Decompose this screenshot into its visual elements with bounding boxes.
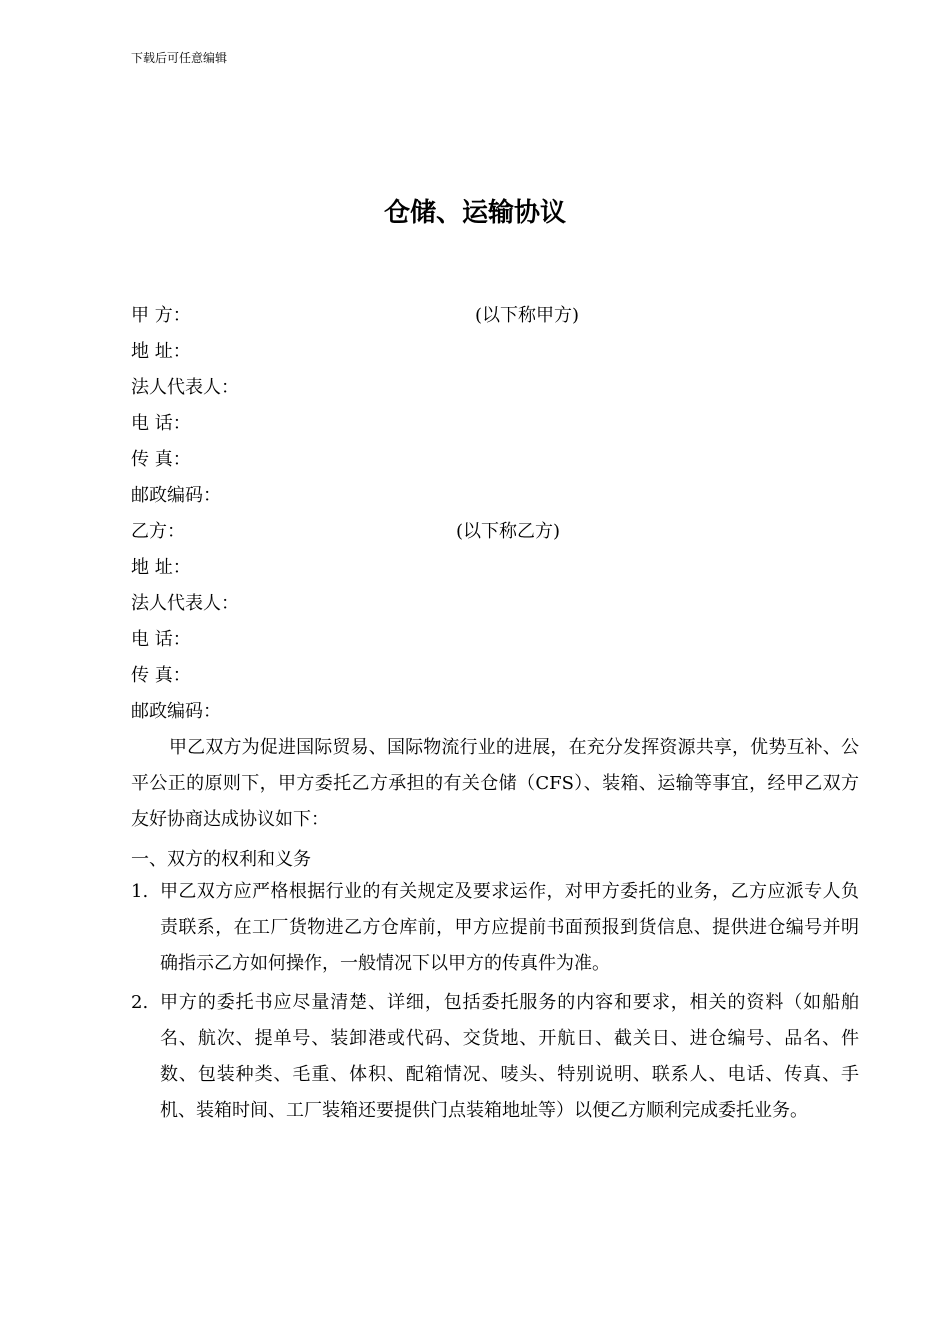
list-item-text: 甲方的委托书应尽量清楚、详细，包括委托服务的内容和要求，相关的资料（如船舶名、航次、提单号、装卸港或代码、交货地、开航日、截关日、进仓编号、品名、件数、包装种类、毛重、体积、配箱情况、唛头、特别说明、联系人、电话、传真、手机、装箱时间、工厂装箱还要提供门点装箱地址等）以便乙方顺利完成委托业务。 xyxy=(160,992,859,1121)
list-item-number: 1. xyxy=(131,881,149,902)
party-a-fax-label: 传 真： xyxy=(131,449,191,470)
party-a-postcode-label: 邮政编码： xyxy=(131,485,221,506)
header-note: 下载后可任意编辑 xyxy=(131,51,228,65)
list-item-number: 2. xyxy=(131,992,149,1013)
party-b-fax-label: 传 真： xyxy=(131,665,191,686)
party-b-phone-label: 电 话： xyxy=(131,629,191,650)
party-a-legal-rep-label: 法人代表人： xyxy=(131,377,239,398)
party-a-name-label: 甲 方： xyxy=(131,305,191,326)
section-heading: 一、双方的权利和义务 xyxy=(131,849,311,870)
intro-paragraph xyxy=(131,730,859,838)
party-b-name-label: 乙方： xyxy=(131,521,185,542)
party-b-note: (以下称乙方) xyxy=(456,521,561,542)
list-item xyxy=(131,985,859,1129)
intro-text: 甲乙双方为促进国际贸易、国际物流行业的进展，在充分发挥资源共享，优势互补、公平公正的原则下，甲方委托乙方承担的有关仓储（CFS）、装箱、运输等事宜，经甲乙双方友好协商达成协议如下： xyxy=(131,737,859,830)
party-b-legal-rep-label: 法人代表人： xyxy=(131,593,239,614)
list-item xyxy=(131,874,859,982)
party-b-postcode-label: 邮政编码： xyxy=(131,701,221,722)
party-b-address-label: 地 址： xyxy=(131,557,191,578)
party-a-address-label: 地 址： xyxy=(131,341,191,362)
list-item-text: 甲乙双方应严格根据行业的有关规定及要求运作，对甲方委托的业务，乙方应派专人负责联系，在工厂货物进乙方仓库前，甲方应提前书面预报到货信息、提供进仓编号并明确指示乙方如何操作，一般情况下以甲方的传真件为准。 xyxy=(160,881,859,974)
document-title: 仓储、运输协议 xyxy=(383,198,566,228)
party-a-phone-label: 电 话： xyxy=(131,413,191,434)
party-a-note: (以下称甲方) xyxy=(475,305,580,326)
